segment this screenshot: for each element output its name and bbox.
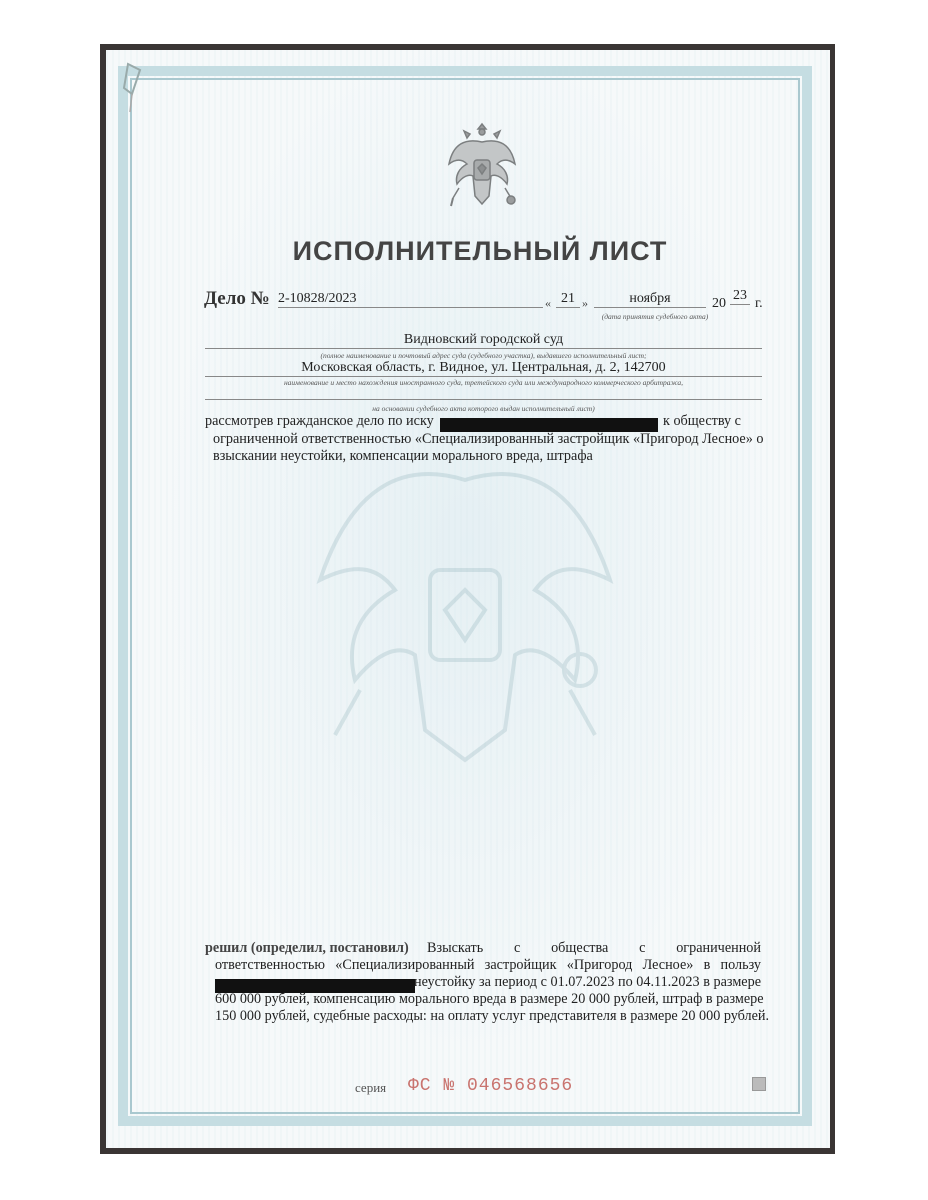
considered-after-redaction: к обществу с bbox=[663, 413, 741, 429]
court-address: Московская область, г. Видное, ул. Центральная, д. 2, 142700 bbox=[205, 360, 762, 377]
date-year-prefix: 20 bbox=[712, 296, 726, 311]
considered-line-2: ограниченной ответственностью «Специализированный застройщик «Пригород Лесное» о bbox=[213, 431, 764, 447]
corner-mark bbox=[752, 1077, 766, 1091]
date-caption: (дата принятия судебного акта) bbox=[601, 312, 709, 321]
basis-line bbox=[205, 398, 762, 400]
date-year-unit: г. bbox=[755, 296, 763, 311]
decision-line-3: неустойку за период с 01.07.2023 по 04.11.2023 в размере bbox=[414, 974, 761, 990]
series-label: серия bbox=[355, 1080, 387, 1095]
court-name-caption: (полное наименование и почтовый адрес суда (судебного участка), выдавшего исполнительный лист; bbox=[320, 351, 647, 360]
series-number: ФС № 046568656 bbox=[408, 1076, 574, 1096]
decision-line-2: ответственностью «Специализированный застройщик «Пригород Лесное» в пользу bbox=[215, 957, 761, 973]
basis-caption: на основании судебного акта которого выдан исполнительный лист) bbox=[372, 404, 595, 413]
date-day: 21 bbox=[556, 291, 580, 308]
coat-of-arms-watermark-icon bbox=[300, 440, 630, 770]
date-month: ноября bbox=[594, 291, 706, 308]
court-name: Видновский городской суд bbox=[205, 332, 762, 349]
date-year-suffix: 23 bbox=[730, 288, 750, 305]
document-title: ИСПОЛНИТЕЛЬНЫЙ ЛИСТ bbox=[292, 236, 668, 266]
decision-line-1: Взыскать с общества с ограниченной bbox=[427, 940, 761, 956]
case-label: Дело № bbox=[204, 288, 270, 309]
court-address-caption: наименование и место нахождения иностранного суда, третейского суда или международного коммерческого арбитража, bbox=[283, 378, 684, 387]
staple-icon bbox=[120, 60, 150, 120]
considered-line-3: взыскании неустойки, компенсации морального вреда, штрафа bbox=[213, 448, 593, 464]
redaction-bar bbox=[440, 418, 658, 432]
coat-of-arms-icon bbox=[445, 118, 520, 210]
decision-line-4: 600 000 рублей, компенсацию морального вреда в размере 20 000 рублей, штраф в размере bbox=[215, 991, 764, 1007]
date-close-quote: » bbox=[582, 296, 588, 310]
date-open-quote: « bbox=[545, 296, 551, 310]
case-number: 2-10828/2023 bbox=[278, 291, 543, 308]
decision-lead: решил (определил, постановил) bbox=[205, 940, 409, 956]
considered-lead: рассмотрев гражданское дело по иску bbox=[205, 413, 434, 429]
decision-line-5: 150 000 рублей, судебные расходы: на оплату услуг представителя в размере 20 000 рублей. bbox=[215, 1008, 770, 1024]
